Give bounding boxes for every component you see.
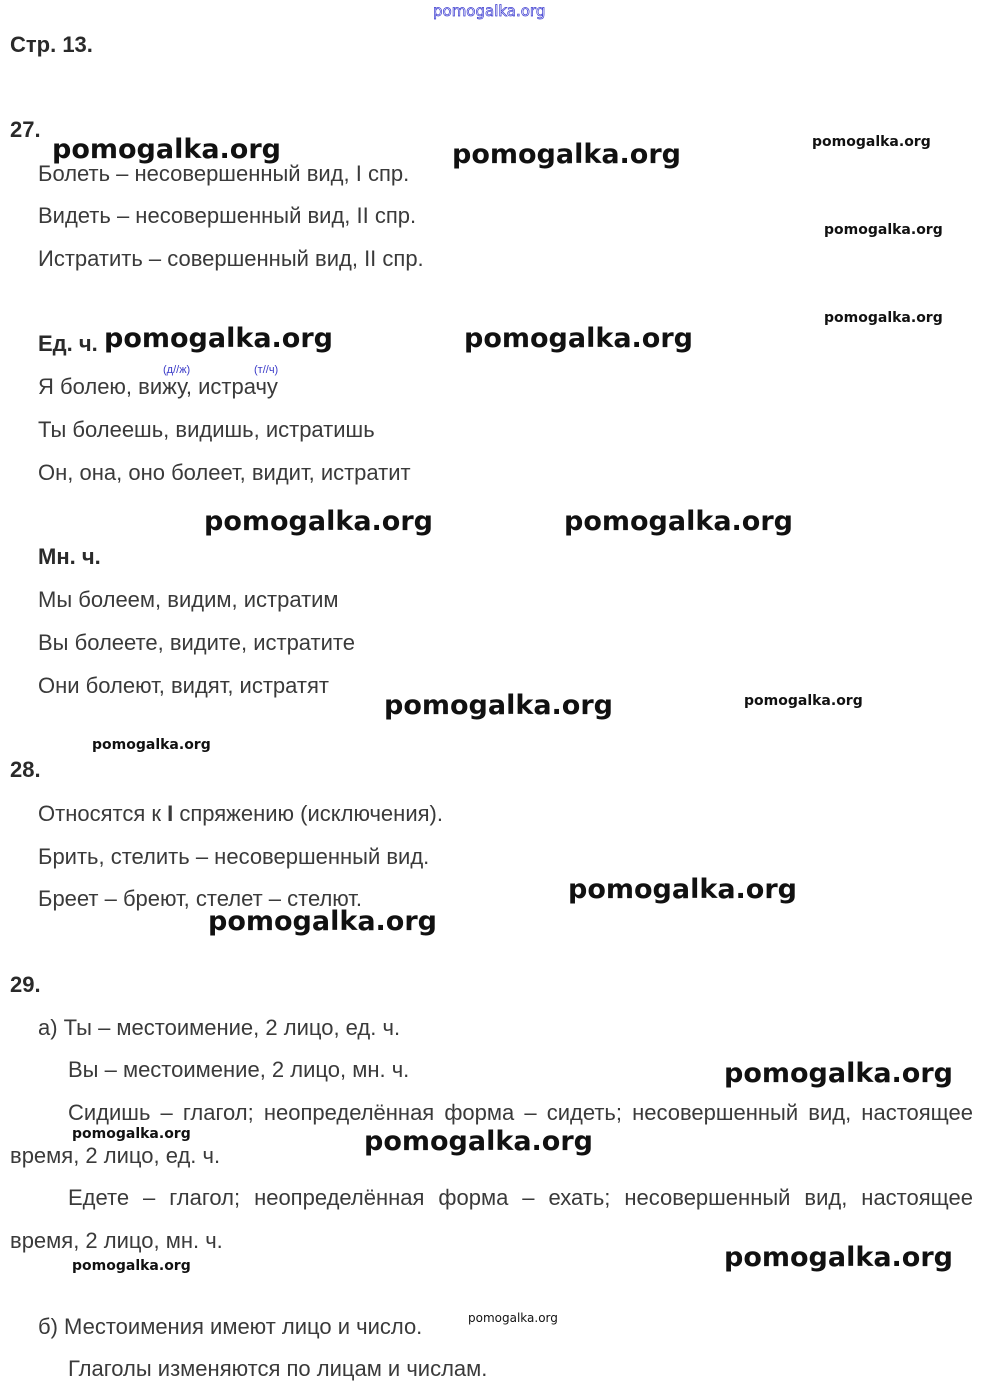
text-line: Болеть – несовершенный вид, I спр. [38,161,410,186]
watermark: pomogalka.org [204,506,433,537]
watermark: pomogalka.org [468,1311,558,1325]
watermark: pomogalka.org [72,1126,191,1142]
text-line: Ты болеешь, видишь, истратишь [38,417,375,442]
watermark: pomogalka.org [452,139,681,170]
text-line: Мы болеем, видим, истратим [38,587,339,612]
watermark: pomogalka.org [724,1058,953,1089]
watermark: pomogalka.org [464,323,693,354]
text: Относятся к [38,801,168,826]
text-line: Я болею, вижу, истрачу [38,374,278,399]
watermark-top: pomogalka.org [433,2,546,20]
watermark: pomogalka.org [824,222,943,238]
text-line: Он, она, оно болеет, видит, истратит [38,460,411,485]
text-line: Видеть – несовершенный вид, II спр. [38,203,417,228]
exercise-29-number: 29. [10,972,41,997]
watermark: pomogalka.org [568,874,797,905]
text: I [167,801,174,826]
text-line: б) Местоимения имеют лицо и число. [38,1314,423,1339]
watermark: pomogalka.org [364,1126,593,1157]
watermark: pomogalka.org [104,323,333,354]
watermark: pomogalka.org [564,506,793,537]
watermark: pomogalka.org [744,693,863,709]
exercise-28-number: 28. [10,757,41,782]
paragraph: Едете – глагол; неопределённая форма – ехать; несовершенный вид, настоящее время, 2 лицо, мн. ч. [10,1185,973,1253]
annotation: (т//ч) [254,364,279,376]
paragraph: Сидишь – глагол; неопределённая форма – сидеть; несовершенный вид, настоящее время, 2 лицо, ед. ч. [10,1100,973,1168]
annotation: (д//ж) [163,364,191,376]
singular-label: Ед. ч. [38,331,98,356]
watermark: pomogalka.org [72,1258,191,1274]
plural-label: Мн. ч. [38,544,101,569]
page-label: Стр. 13. [10,32,93,57]
text-line: Они болеют, видят, истратят [38,673,329,698]
watermark: pomogalka.org [724,1242,953,1273]
text-line: Глаголы изменяются по лицам и числам. [68,1356,488,1381]
text-line: Бреет – бреют, стелет – стелют. [38,886,363,911]
text-line: Вы – местоимение, 2 лицо, мн. ч. [68,1057,410,1082]
text: спряжению (исключения). [173,801,443,826]
watermark: pomogalka.org [92,737,211,753]
text-line: Брить, стелить – несовершенный вид. [38,844,430,869]
watermark: pomogalka.org [812,134,931,150]
exercise-27-number: 27. [10,117,41,142]
text-line [38,801,443,827]
watermark: pomogalka.org [52,134,281,165]
watermark: pomogalka.org [384,690,613,721]
text-line: Вы болеете, видите, истратите [38,630,355,655]
text-line: Истратить – совершенный вид, II спр. [38,246,424,271]
watermark: pomogalka.org [208,906,437,937]
text-line: а) Ты – местоимение, 2 лицо, ед. ч. [38,1015,401,1040]
watermark: pomogalka.org [824,310,943,326]
